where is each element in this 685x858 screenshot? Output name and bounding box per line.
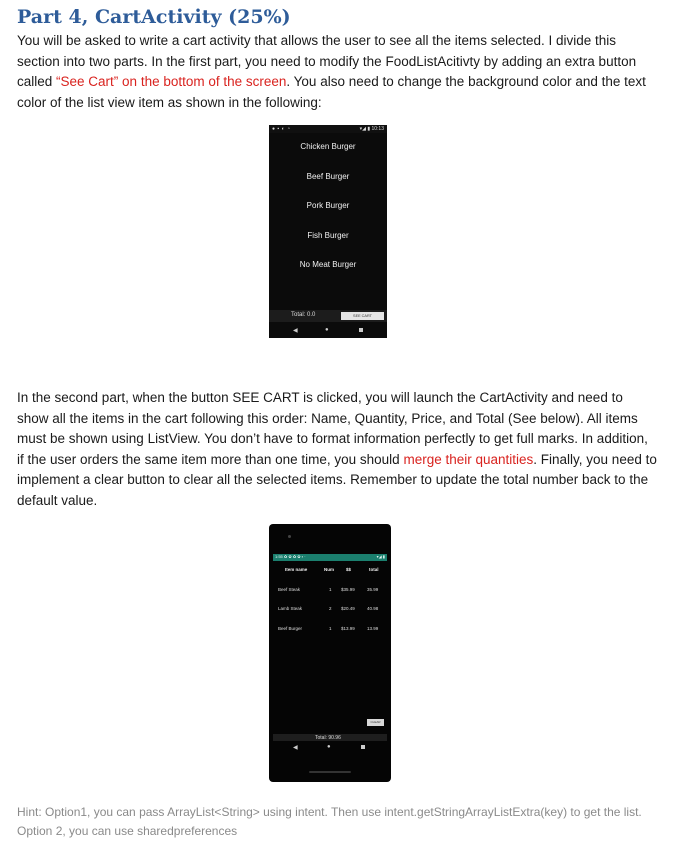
- cart-header-row: [273, 563, 387, 583]
- hint-text: Hint: Option1, you can pass ArrayList<String> using intent. Then use intent.getStringArrayListExtra(key) to get the list. Option 2, you can use sharedpreferences: [17, 805, 642, 838]
- list-item[interactable]: [273, 602, 387, 622]
- section-heading: Part 4, CartActivity (25%): [17, 6, 291, 28]
- item-price: $20.49: [341, 606, 355, 611]
- header-qty: Num: [324, 567, 334, 572]
- home-icon[interactable]: ●: [327, 744, 331, 750]
- item-qty: 1: [329, 625, 332, 631]
- status-icons-left: ● ▪ ◐ ◔: [272, 126, 291, 132]
- status-icons-right: ▾◢ ▮ 10:13: [359, 126, 384, 132]
- item-total: 40.98: [367, 606, 379, 611]
- clear-button[interactable]: CLEAR: [367, 719, 384, 726]
- second-highlight: merge their quantities: [403, 451, 534, 467]
- total-label: Total: 0.0: [291, 312, 316, 318]
- list-item[interactable]: [273, 622, 387, 642]
- second-text-b: . Finally, you need to implement a clear button to clear all the selected items. Remember to update the total number back to the default value.: [17, 451, 657, 508]
- second-paragraph: [17, 388, 657, 511]
- intro-text-b: . You also need to change the background color and the text color of the list view item as shown in the following:: [17, 74, 646, 110]
- second-text-a: In the second part, when the button SEE CART is clicked, you will launch the CartActivity and need to show all the items in the cart following this order: Name, Quantity, Price, and Total (See below). All items must be shown using ListView. You don’t have to format information perfectly to get full marks. In addition, if the user orders the same item more than one time, you should: [17, 390, 648, 467]
- see-cart-button[interactable]: SEE CART: [341, 312, 384, 320]
- item-qty: 1: [329, 586, 332, 592]
- food-list: [269, 139, 387, 287]
- item-total: 13.99: [367, 625, 379, 631]
- item-price: $13.99: [341, 625, 355, 631]
- total-label: Total: 90.96: [315, 734, 341, 741]
- intro-text-a: You will be asked to write a cart activity that allows the user to see all the items selected. I divide this section into two parts. In the first part, you need to modify the FoodListAcitivty by adding an extra button called: [17, 33, 637, 89]
- item-total: 35.99: [367, 586, 379, 592]
- list-item[interactable]: Pork Burger: [306, 201, 350, 211]
- list-item[interactable]: [273, 583, 387, 603]
- back-icon[interactable]: ◀: [293, 745, 298, 751]
- bottom-bar: [269, 310, 387, 322]
- list-item[interactable]: Chicken Burger: [300, 142, 356, 151]
- item-name: Beef Steak: [278, 586, 301, 592]
- status-bar: [273, 554, 387, 561]
- camera-icon: [288, 535, 291, 538]
- cart-list: [273, 563, 387, 641]
- header-name: Item name: [285, 567, 308, 572]
- header-total: total: [369, 567, 379, 572]
- item-name: Beef Burger: [278, 625, 303, 631]
- intro-highlight: “See Cart” on the bottom of the screen: [56, 74, 287, 89]
- item-qty: 2: [329, 606, 332, 611]
- home-icon[interactable]: ●: [325, 327, 329, 333]
- list-item[interactable]: No Meat Burger: [299, 260, 357, 270]
- item-name: Lamb Steak: [278, 606, 303, 611]
- header-price: $$: [346, 567, 352, 572]
- item-price: $35.99: [341, 586, 355, 592]
- list-item[interactable]: Beef Burger: [306, 171, 350, 181]
- total-bar: [273, 734, 387, 741]
- back-icon[interactable]: ◀: [293, 328, 298, 334]
- recents-icon[interactable]: [361, 745, 365, 749]
- recents-icon[interactable]: [359, 328, 363, 332]
- status-bar: [269, 125, 387, 133]
- status-icons-left: 1:55 ✿ ✿ ✿ ✿ ▪ ·: [275, 554, 306, 559]
- list-item[interactable]: Fish Burger: [307, 230, 349, 240]
- cart-screenshot: [269, 524, 391, 782]
- nav-bar: [269, 327, 387, 335]
- nav-bar: [269, 744, 391, 752]
- food-list-screenshot: [269, 125, 387, 338]
- status-icons-right: ▾◢ ▮: [376, 554, 385, 559]
- intro-paragraph: [17, 31, 657, 113]
- gesture-pill: [309, 771, 351, 773]
